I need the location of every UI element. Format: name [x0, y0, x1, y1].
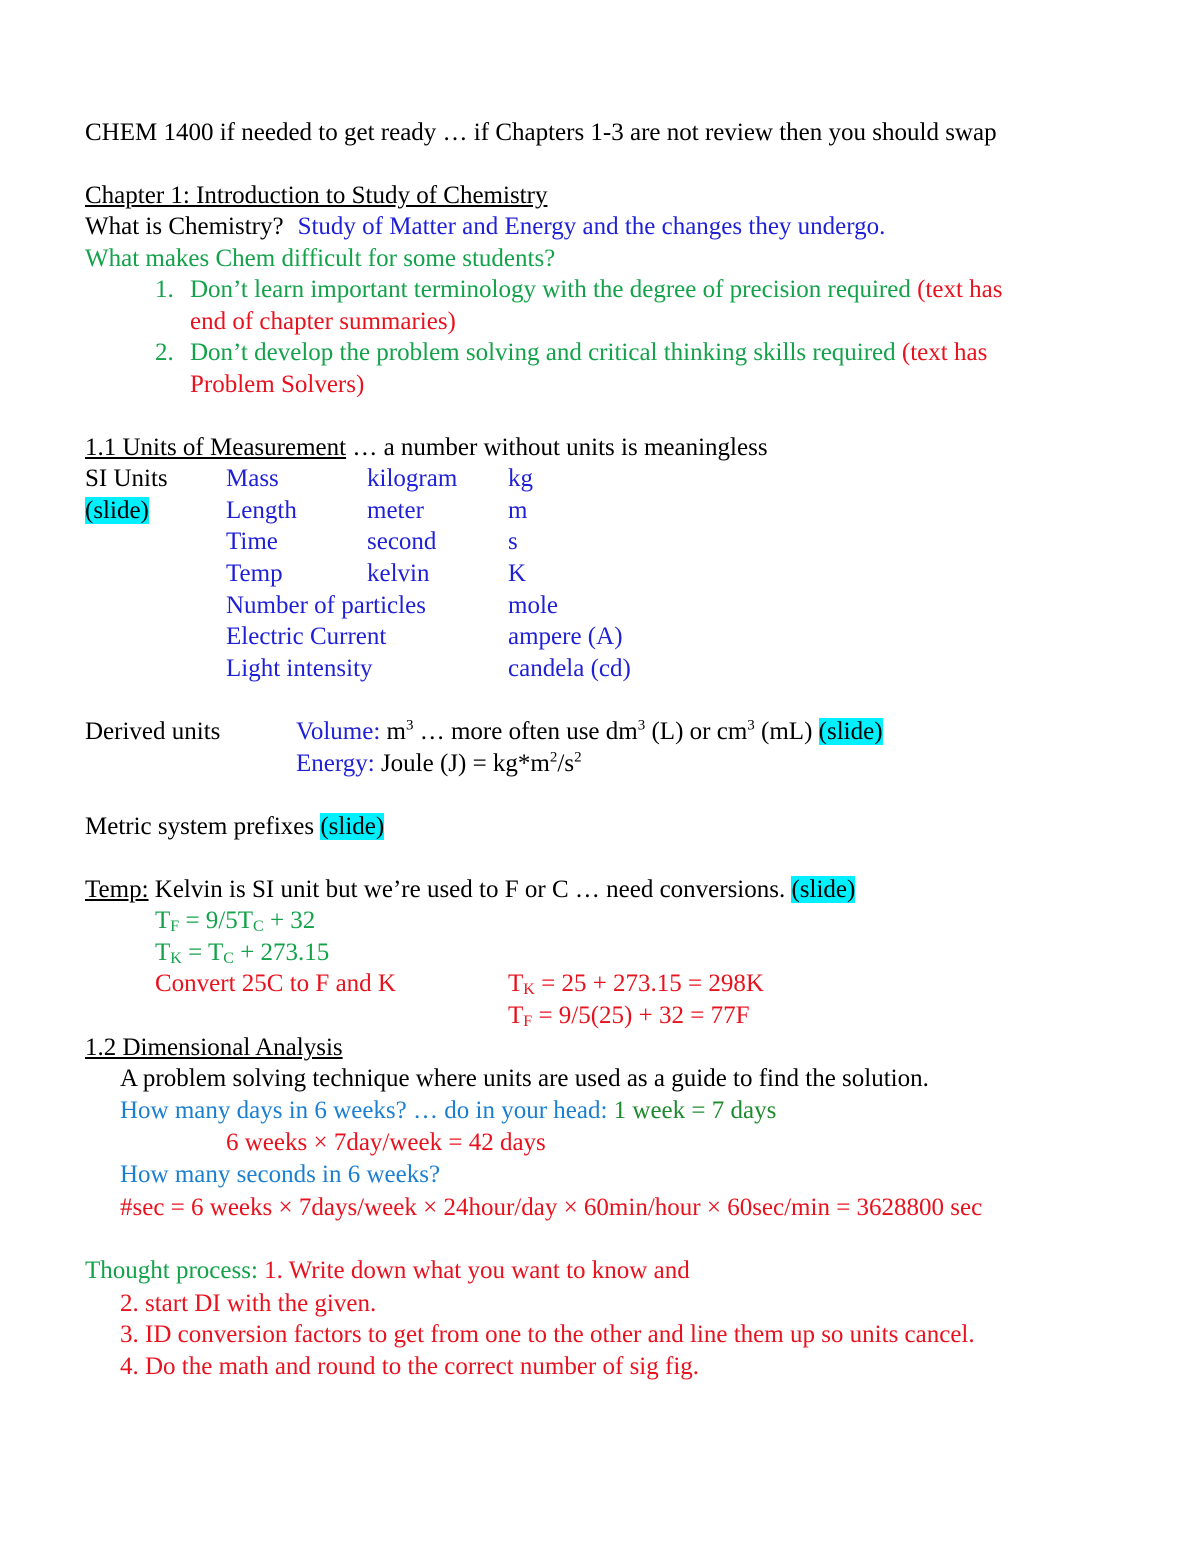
energy-text-b: /s: [557, 750, 575, 777]
unit-row-0-quantity: Mass: [226, 465, 279, 492]
units-title: 1.1 Units of Measurement: [85, 434, 347, 461]
what-is-chemistry-question: What is Chemistry?: [85, 213, 284, 240]
t-symbol: T: [508, 970, 524, 997]
unit-row-4-symbol: mole: [508, 592, 558, 619]
volume-text-c: (L) or cm: [645, 718, 748, 745]
unit-row-1-quantity: Length: [226, 497, 297, 524]
difficulty-item-2-note-a: (text has: [895, 339, 988, 366]
days-calculation: 6 weeks × 7day/week = 42 days: [226, 1129, 546, 1156]
sub-f: F: [170, 918, 180, 935]
thought-step-4: 4. Do the math and round to the correct number of sig fig.: [120, 1353, 700, 1380]
difficulty-item-2: [190, 338, 987, 368]
t-symbol: T: [155, 939, 171, 966]
derived-volume-line: [296, 717, 883, 747]
unit-row-5-quantity: Electric Current: [226, 623, 387, 650]
unit-row-0-unit: kilogram: [367, 465, 458, 492]
sub-f: F: [523, 1013, 533, 1030]
unit-row-4-quantity: Number of particles: [226, 592, 426, 619]
difficulty-item-1-note-a: (text has: [910, 276, 1003, 303]
sub-c: C: [253, 918, 264, 935]
temp-eq-fahrenheit: [155, 906, 315, 936]
thought-process-label: Thought process:: [85, 1257, 258, 1284]
unit-row-3-quantity: Temp: [226, 560, 283, 587]
unit-row-2-quantity: Time: [226, 528, 278, 555]
unit-row-3-symbol: K: [508, 560, 527, 587]
what-is-chemistry-answer: Study of Matter and Energy and the changes they undergo.: [297, 213, 886, 240]
thought-step-1: 1. Write down what you want to know and: [257, 1257, 690, 1284]
volume-sup-2: 3: [637, 717, 646, 734]
volume-text-a: m: [380, 718, 406, 745]
eq1-text-a: = 9/5T: [179, 907, 254, 934]
difficulty-item-2-number: 2.: [155, 339, 174, 366]
difficulty-question: What makes Chem difficult for some students?: [85, 245, 556, 272]
header-text-course: CHEM 1400 if needed to get ready …: [85, 119, 474, 146]
sub-k: K: [170, 950, 182, 967]
derived-energy-line: [296, 749, 582, 779]
t-symbol: T: [508, 1002, 524, 1029]
sub-k: K: [523, 981, 535, 998]
unit-row-5-symbol: ampere (A): [508, 623, 623, 650]
thought-step-3: 3. ID conversion factors to get from one to the other and line them up so units cancel.: [120, 1321, 975, 1348]
energy-sup-2: 2: [574, 749, 582, 766]
slide-highlight: (slide): [791, 876, 856, 903]
volume-text-b: … more often use dm: [413, 718, 638, 745]
temp-label: Temp:: [85, 876, 149, 903]
header-text-advice: if Chapters 1-3 are not review then you should swap: [473, 119, 997, 146]
unit-row-3-unit: kelvin: [367, 560, 430, 587]
units-heading-line: [85, 433, 768, 463]
convert-answer-fahrenheit: [508, 1001, 750, 1031]
unit-row-6-quantity: Light intensity: [226, 655, 373, 682]
temp-eq-kelvin: [155, 938, 329, 968]
unit-row-6-symbol: candela (cd): [508, 655, 631, 682]
difficulty-item-1-text: Don’t learn important terminology with the degree of precision required: [190, 276, 911, 303]
header-line: [85, 118, 997, 148]
units-subtitle: … a number without units is meaningless: [346, 434, 768, 461]
days-question: How many days in 6 weeks? … do in your head:: [120, 1097, 608, 1124]
metric-prefixes-text: Metric system prefixes: [85, 813, 321, 840]
unit-row-1-unit: meter: [367, 497, 424, 524]
chapter1-title: Chapter 1: Introduction to Study of Chemistry: [85, 182, 548, 209]
what-is-chemistry-line: [85, 212, 885, 242]
thought-process-line: [85, 1256, 690, 1286]
slide-highlight: (slide): [818, 718, 883, 745]
difficulty-item-1-number: 1.: [155, 276, 174, 303]
slide-highlight: (slide): [320, 813, 385, 840]
energy-text-a: Joule (J) = kg*m: [374, 750, 550, 777]
unit-row-1-symbol: m: [508, 497, 528, 524]
eq1-text-b: + 32: [263, 907, 316, 934]
difficulty-item-1: [190, 275, 1003, 305]
energy-label: Energy:: [296, 750, 375, 777]
unit-row-0-symbol: kg: [508, 465, 533, 492]
difficulty-item-2-text: Don’t develop the problem solving and critical thinking skills required: [190, 339, 896, 366]
unit-row-2-unit: second: [367, 528, 437, 555]
days-question-line: [120, 1096, 776, 1126]
difficulty-item-1-note-b: end of chapter summaries): [190, 308, 456, 335]
difficulty-item-2-note-b: Problem Solvers): [190, 371, 365, 398]
convert-answer-kelvin: [508, 969, 764, 999]
dimensional-analysis-desc: A problem solving technique where units are used as a guide to find the solution.: [120, 1065, 929, 1092]
eq2-text-a: = T: [181, 939, 224, 966]
thought-step-2: 2. start DI with the given.: [120, 1290, 377, 1317]
volume-sup-3: 3: [747, 717, 755, 734]
temp-text: Kelvin is SI unit but we’re used to F or C … need conversions.: [148, 876, 792, 903]
answer-fahrenheit-text: = 9/5(25) + 32 = 77F: [532, 1002, 750, 1029]
unit-row-2-symbol: s: [508, 528, 518, 555]
dimensional-analysis-title: 1.2 Dimensional Analysis: [85, 1034, 343, 1061]
days-answer: 1 week = 7 days: [607, 1097, 777, 1124]
sub-c: C: [223, 950, 234, 967]
temp-line: [85, 875, 855, 905]
seconds-calculation: #sec = 6 weeks × 7days/week × 24hour/day × 60min/hour × 60sec/min = 3628800 sec: [120, 1194, 983, 1221]
seconds-question: How many seconds in 6 weeks?: [120, 1161, 441, 1188]
metric-prefixes-line: [85, 812, 384, 842]
derived-units-label: Derived units: [85, 718, 221, 745]
volume-label: Volume:: [296, 718, 381, 745]
volume-text-d: (mL): [754, 718, 819, 745]
slide-highlight: (slide): [85, 497, 149, 524]
si-units-slide: [85, 496, 149, 526]
t-symbol: T: [155, 907, 171, 934]
volume-sup-1: 3: [405, 717, 414, 734]
answer-kelvin-text: = 25 + 273.15 = 298K: [534, 970, 764, 997]
si-units-label: SI Units: [85, 465, 168, 492]
eq2-text-b: + 273.15: [233, 939, 330, 966]
convert-question: Convert 25C to F and K: [155, 970, 396, 997]
energy-sup-1: 2: [549, 749, 558, 766]
